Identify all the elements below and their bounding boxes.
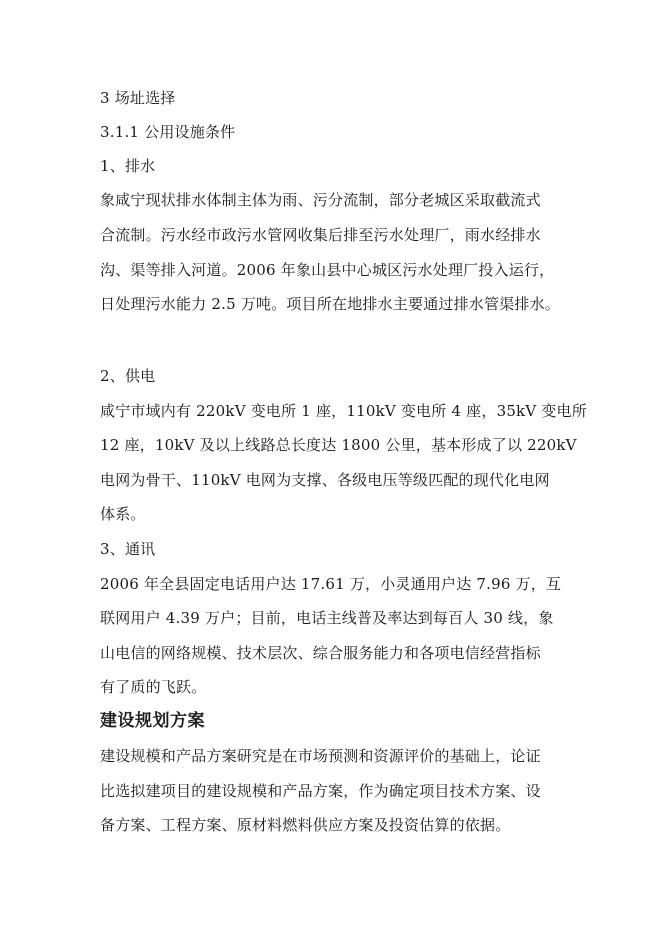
power-paragraph-line: 12 座，10kV 及以上线路总长度达 1800 公里，基本形成了以 220kV	[100, 436, 577, 454]
plan-heading: 建设规划方案	[100, 711, 205, 731]
section-title: 3 场址选择	[100, 89, 176, 107]
plan-paragraph-line: 建设规模和产品方案研究是在市场预测和资源评价的基础上，论证	[100, 747, 541, 765]
telecom-heading: 3、通讯	[100, 540, 156, 558]
drainage-paragraph-line: 合流制。污水经市政污水管网收集后排至污水处理厂，雨水经排水	[100, 226, 541, 244]
section-subtitle: 3.1.1 公用设施条件	[100, 123, 236, 141]
plan-paragraph-line: 备方案、工程方案、原材料燃料供应方案及投资估算的依据。	[100, 816, 511, 834]
power-paragraph-line: 咸宁市域内有 220kV 变电所 1 座，110kV 变电所 4 座，35kV 变电所	[100, 402, 587, 420]
telecom-paragraph-line: 2006 年全县固定电话用户达 17.61 万，小灵通用户达 7.96 万，互	[100, 575, 562, 593]
drainage-paragraph-line: 象咸宁现状排水体制主体为雨、污分流制，部分老城区采取截流式	[100, 191, 541, 209]
power-heading: 2、供电	[100, 367, 156, 385]
drainage-paragraph-line: 沟、渠等排入河道。2006 年象山县中心城区污水处理厂投入运行，	[100, 261, 555, 279]
drainage-paragraph-line: 日处理污水能力 2.5 万吨。项目所在地排水主要通过排水管渠排水。	[100, 295, 560, 313]
telecom-paragraph-line: 有了质的飞跃。	[100, 678, 207, 696]
telecom-paragraph-line: 联网用户 4.39 万户；目前，电话主线普及率达到每百人 30 线，象	[100, 609, 554, 627]
drainage-heading: 1、排水	[100, 157, 156, 175]
telecom-paragraph-line: 山电信的网络规模、技术层次、综合服务能力和各项电信经营指标	[100, 644, 541, 662]
plan-paragraph-line: 比选拟建项目的建设规模和产品方案，作为确定项目技术方案、设	[100, 782, 541, 800]
power-paragraph-line: 电网为骨干、110kV 电网为支撑、各级电压等级匹配的现代化电网	[100, 471, 550, 489]
power-paragraph-line: 体系。	[100, 505, 146, 523]
